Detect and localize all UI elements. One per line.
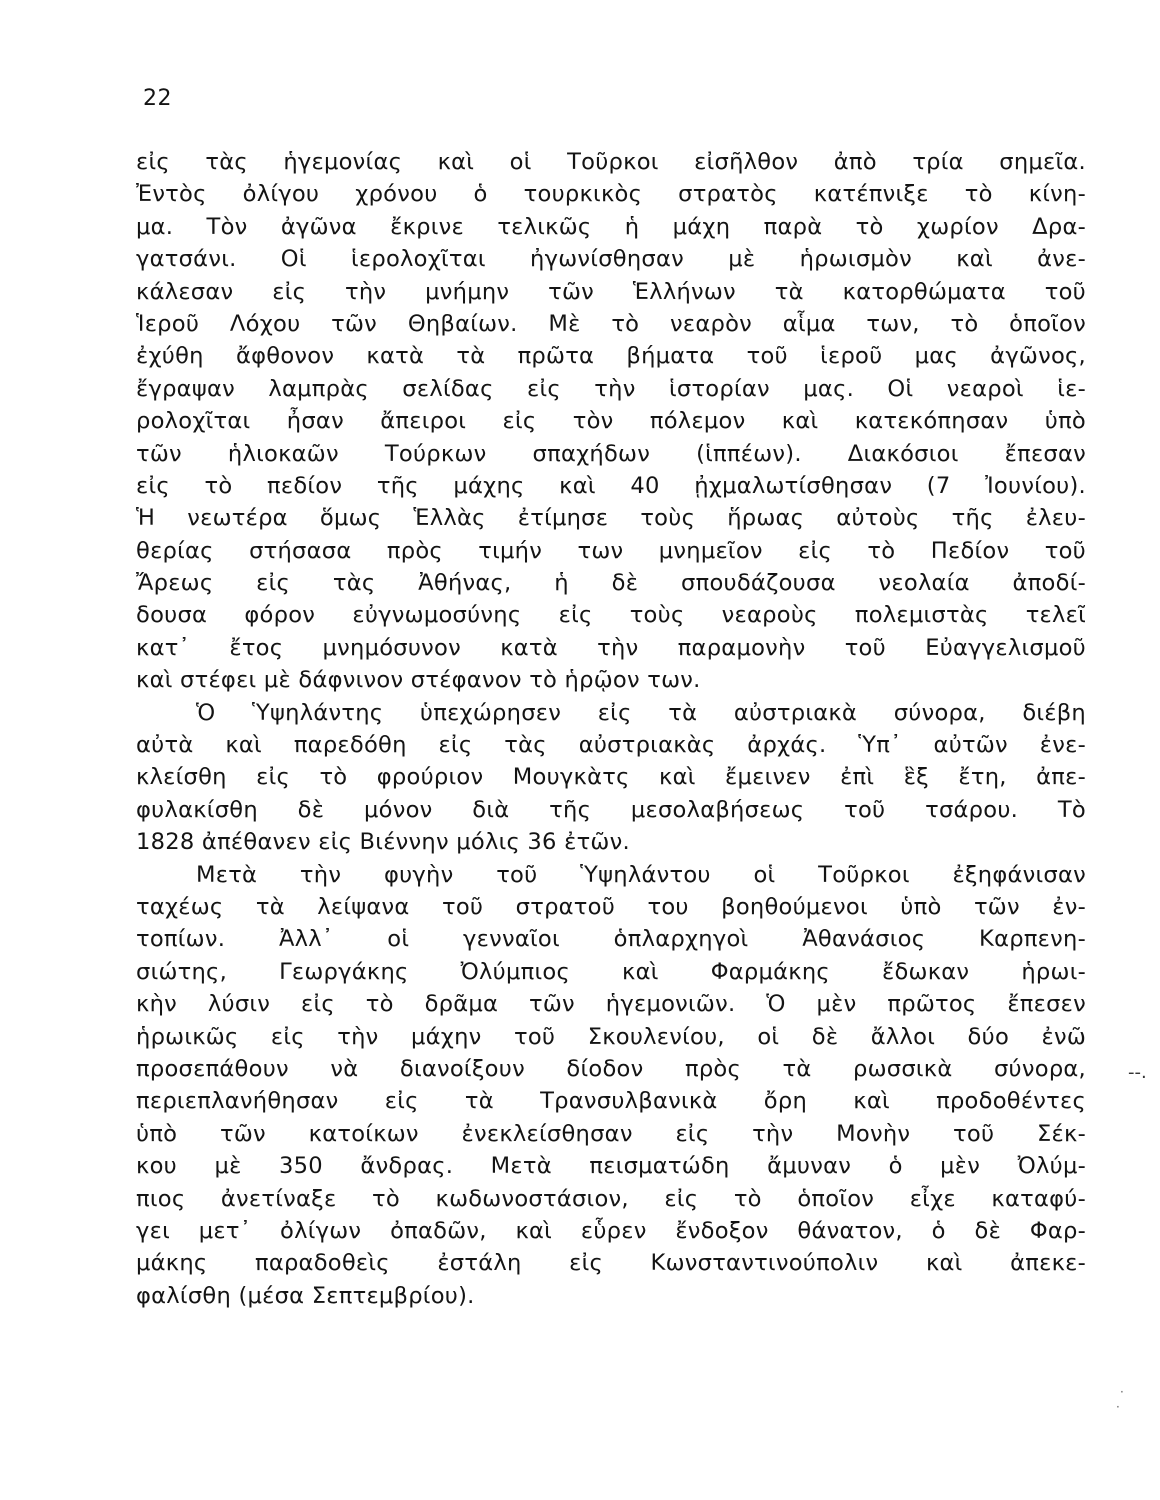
text-line: κὴν λύσιν εἰς τὸ δρᾶμα τῶν ἡγεμονιῶν. Ὁ μὲν πρῶτος ἔπεσεν [136,991,1086,1018]
text-line: Ἄρεως εἰς τὰς Ἀθήνας, ἡ δὲ σπουδάζουσα νεολαία ἀποδί- [136,570,1086,597]
text-line: μάκης παραδοθεὶς ἐστάλη εἰς Κωνσταντινούπολιν καὶ ἀπεκε- [136,1250,1086,1277]
text-line: προσεπάθουν νὰ διανοίξουν δίοδον πρὸς τὰ ρωσσικὰ σύνορα, [136,1055,1086,1082]
text-line: ρολοχῖται ἦσαν ἄπειροι εἰς τὸν πόλεμον καὶ κατεκόπησαν ὑπὸ [136,408,1086,435]
text-line: καὶ στέφει μὲ δάφνινον στέφανον τὸ ἡρῷον των. [136,667,701,694]
text-line: ὑπὸ τῶν κατοίκων ἐνεκλείσθησαν εἰς τὴν Μονὴν τοῦ Σέκ- [136,1120,1086,1147]
text-line: γει μετ᾿ ὀλίγων ὀπαδῶν, καὶ εὗρεν ἔνδοξον θάνατον, ὁ δὲ Φαρ- [136,1217,1086,1244]
text-line: ταχέως τὰ λείψανα τοῦ στρατοῦ του βοηθούμενοι ὑπὸ τῶν ἐν- [136,893,1086,920]
text-line: ἔγραψαν λαμπρὰς σελίδας εἰς τὴν ἱστορίαν μας. Οἱ νεαροὶ ἱε- [136,375,1086,402]
margin-mark: --. [1128,1062,1147,1083]
text-line: πιος ἀνετίναξε τὸ κωδωνοστάσιον, εἰς τὸ ὁποῖον εἶχε καταφύ- [136,1185,1086,1212]
text-line: ἐχύθη ἄφθονον κατὰ τὰ πρῶτα βήματα τοῦ ἱεροῦ μας ἀγῶνος, [136,343,1086,370]
text-line: εἰς τὸ πεδίον τῆς μάχης καὶ 40 ᾐχμαλωτίσθησαν (7 Ἰουνίου). [136,472,1086,499]
speck-mark: · [1120,1385,1124,1399]
text-line: σιώτης, Γεωργάκης Ὀλύμπιος καὶ Φαρμάκης ἔδωκαν ἡρωι- [136,958,1086,985]
text-line: αὐτὰ καὶ παρεδόθη εἰς τὰς αὐστριακὰς ἀρχάς. Ὑπ᾿ αὐτῶν ἐνε- [136,732,1086,759]
text-line: μα. Τὸν ἀγῶνα ἔκρινε τελικῶς ἡ μάχη παρὰ τὸ χωρίον Δρα- [136,213,1086,240]
text-line: κου μὲ 350 ἄνδρας. Μετὰ πεισματώδη ἄμυναν ὁ μὲν Ὀλύμ- [136,1153,1086,1180]
text-line: θερίας στήσασα πρὸς τιμήν των μνημεῖον εἰς τὸ Πεδίον τοῦ [136,537,1086,564]
body-text [136,146,1086,1312]
text-line: Ἱεροῦ Λόχου τῶν Θηβαίων. Μὲ τὸ νεαρὸν αἷμα των, τὸ ὁποῖον [136,310,1086,337]
text-line: εἰς τὰς ἡγεμονίας καὶ οἱ Τοῦρκοι εἰσῆλθον ἀπὸ τρία σημεῖα. [136,149,1086,175]
text-line: κάλεσαν εἰς τὴν μνήμην τῶν Ἑλλήνων τὰ κατορθώματα τοῦ [136,278,1086,305]
text-line: κατ᾿ ἔτος μνημόσυνον κατὰ τὴν παραμονὴν τοῦ Εὐαγγελισμοῦ [136,634,1086,661]
text-line: Ἐντὸς ὀλίγου χρόνου ὁ τουρκικὸς στρατὸς κατέπνιξε τὸ κίνη- [136,181,1086,208]
text-line: Ἡ νεωτέρα ὅμως Ἑλλὰς ἐτίμησε τοὺς ἥρωας αὐτοὺς τῆς ἐλευ- [136,505,1086,532]
text-line: δουσα φόρον εὐγνωμοσύνης εἰς τοὺς νεαροὺς πολεμιστὰς τελεῖ [136,602,1086,629]
text-line: Μετὰ τὴν φυγὴν τοῦ Ὑψηλάντου οἱ Τοῦρκοι ἐξηφάνισαν [196,861,1086,888]
text-line: γατσάνι. Οἱ ἱερολοχῖται ἠγωνίσθησαν μὲ ἡρωισμὸν καὶ ἀνε- [136,246,1086,273]
text-line: ἡρωικῶς εἰς τὴν μάχην τοῦ Σκουλενίου, οἱ δὲ ἄλλοι δύο ἐνῶ [136,1023,1086,1050]
page-number: 22 [143,86,172,111]
text-line: φαλίσθη (μέσα Σεπτεμβρίου). [136,1282,475,1309]
text-line: κλείσθη εἰς τὸ φρούριον Μουγκὰτς καὶ ἔμεινεν ἐπὶ ἓξ ἔτη, ἀπε- [136,764,1086,791]
text-line: φυλακίσθη δὲ μόνον διὰ τῆς μεσολαβήσεως τοῦ τσάρου. Τὸ [136,796,1086,823]
text-line: τῶν ἡλιοκαῶν Τούρκων σπαχήδων (ἱππέων). Διακόσιοι ἔπεσαν [136,440,1086,467]
text-line: Ὁ Ὑψηλάντης ὑπεχώρησεν εἰς τὰ αὐστριακὰ σύνορα, διέβη [196,699,1086,726]
speck-mark: · [1116,1400,1120,1414]
text-line: 1828 ἀπέθανεν εἰς Βιέννην μόλις 36 ἐτῶν. [136,829,630,856]
text-line: περιεπλανήθησαν εἰς τὰ Τρανσυλβανικὰ ὄρη καὶ προδοθέντες [136,1088,1086,1115]
text-line: τοπίων. Ἀλλ᾿ οἱ γενναῖοι ὁπλαρχηγοὶ Ἀθανάσιος Καρπενη- [136,926,1086,953]
